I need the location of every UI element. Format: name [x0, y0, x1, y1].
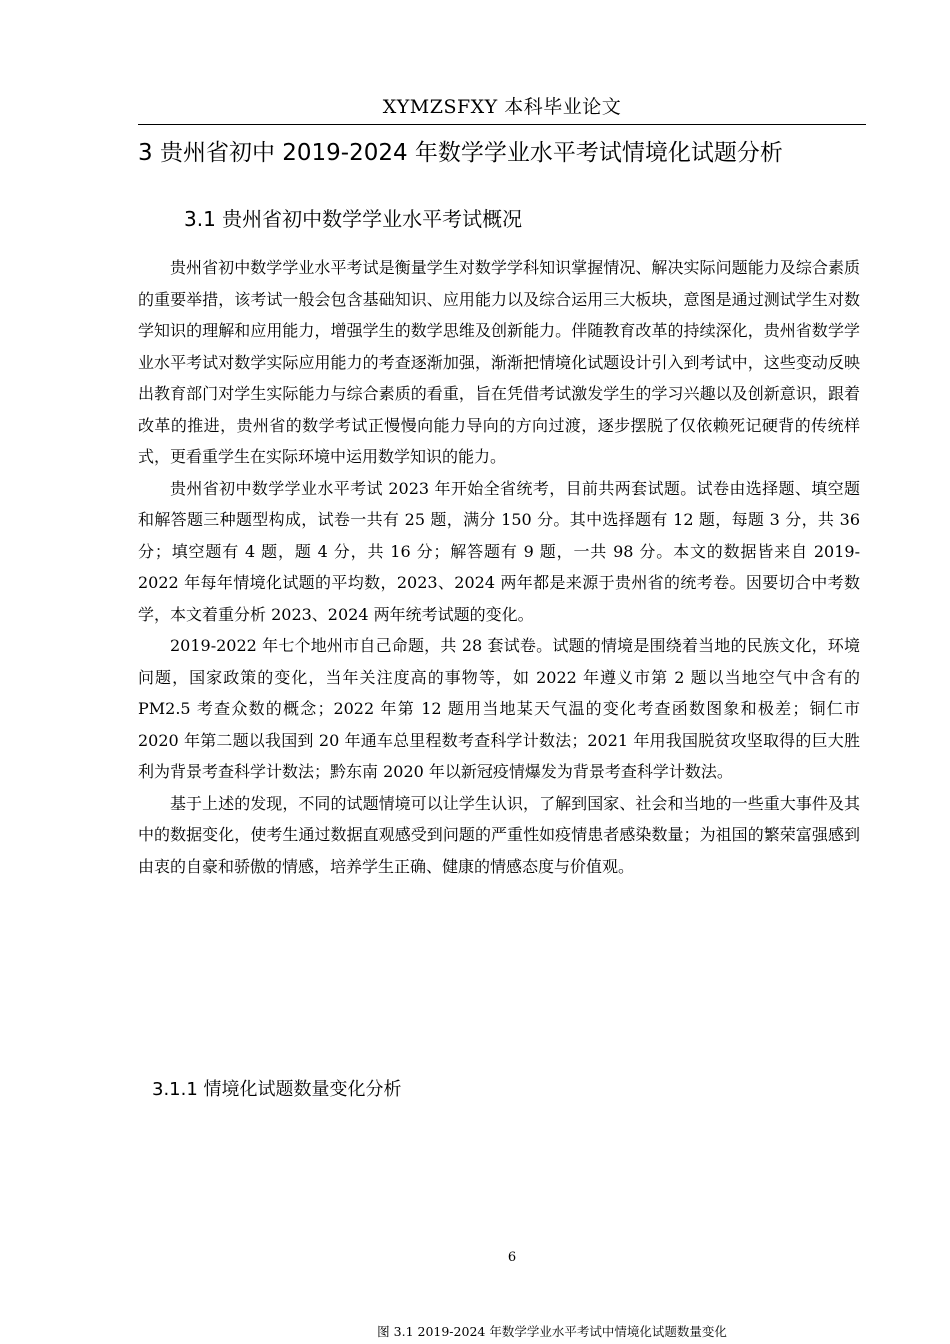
figure-caption: 图 3.1 2019-2024 年数学学业水平考试中情境化试题数量变化 [377, 1324, 727, 1339]
header-title: XYMZSFXY 本科毕业论文 [382, 96, 622, 118]
body-text [138, 252, 860, 882]
section-title: 3.1 贵州省初中数学学业水平考试概况 [184, 207, 523, 231]
paragraph: 贵州省初中数学学业水平考试是衡量学生对数学学科知识掌握情况、解决实际问题能力及综合素质的重要举措，该考试一般会包含基础知识、应用能力以及综合运用三大板块，意图是通过测试学生对数学知识的理解和应用能力，增强学生的数学思维及创新能力。伴随教育改革的持续深化，贵州省数学学业水平考试对数学实际应用能力的考查逐渐加强，渐渐把情境化试题设计引入到考试中，这些变动反映出教育部门对学生实际能力与综合素质的看重，旨在凭借考试激发学生的学习兴趣以及创新意识，跟着改革的推进，贵州省的数学考试正慢慢向能力导向的方向过渡，逐步摆脱了仅依赖死记硬背的传统样式，更看重学生在实际环境中运用数学知识的能力。 [138, 258, 860, 466]
subsection-title: 3.1.1 情境化试题数量变化分析 [152, 1079, 402, 1100]
page-number: 6 [507, 1250, 517, 1265]
paragraph: 基于上述的发现，不同的试题情境可以让学生认识，了解到国家、社会和当地的一些重大事件及其中的数据变化，使考生通过数据直观感受到问题的严重性如疫情患者感染数量；为祖国的繁荣富强感到由衷的自豪和骄傲的情感，培养学生正确、健康的情感态度与价值观。 [138, 793, 860, 876]
page-header [138, 92, 866, 125]
paragraph: 贵州省初中数学学业水平考试 2023 年开始全省统考，目前共两套试题。试卷由选择题、填空题和解答题三种题型构成，试卷一共有 25 题，满分 150 分。其中选择题有 12 题，每题 3 分，共 36 分；填空题有 4 题，题 4 分，共 16 分；解答题有 9 题，一共 98 分。本文的数据皆来自 2019-2022 年每年情境化试题的平均数，2023、2024 两年都是来源于贵州省的统考卷。因要切合中考数学，本文着重分析 2023、2024 两年统考试题的变化。 [138, 478, 860, 624]
chapter-title: 3 贵州省初中 2019-2024 年数学学业水平考试情境化试题分析 [138, 140, 783, 166]
paragraph: 2019-2022 年七个地州市自己命题，共 28 套试卷。试题的情境是围绕着当地的民族文化，环境问题，国家政策的变化，当年关注度高的事物等，如 2022 年遵义市第 2 题以当地空气中含有的 PM2.5 考查众数的概念；2022 年第 12 题用当地某天气温的变化考查函数图象和极差；铜仁市 2020 年第二题以我国到 20 年通车总里程数考查科学计数法；2021 年用我国脱贫攻坚取得的巨大胜利为背景考查科学计数法；黔东南 2020 年以新冠疫情爆发为背景考查科学计数法。 [138, 636, 860, 781]
